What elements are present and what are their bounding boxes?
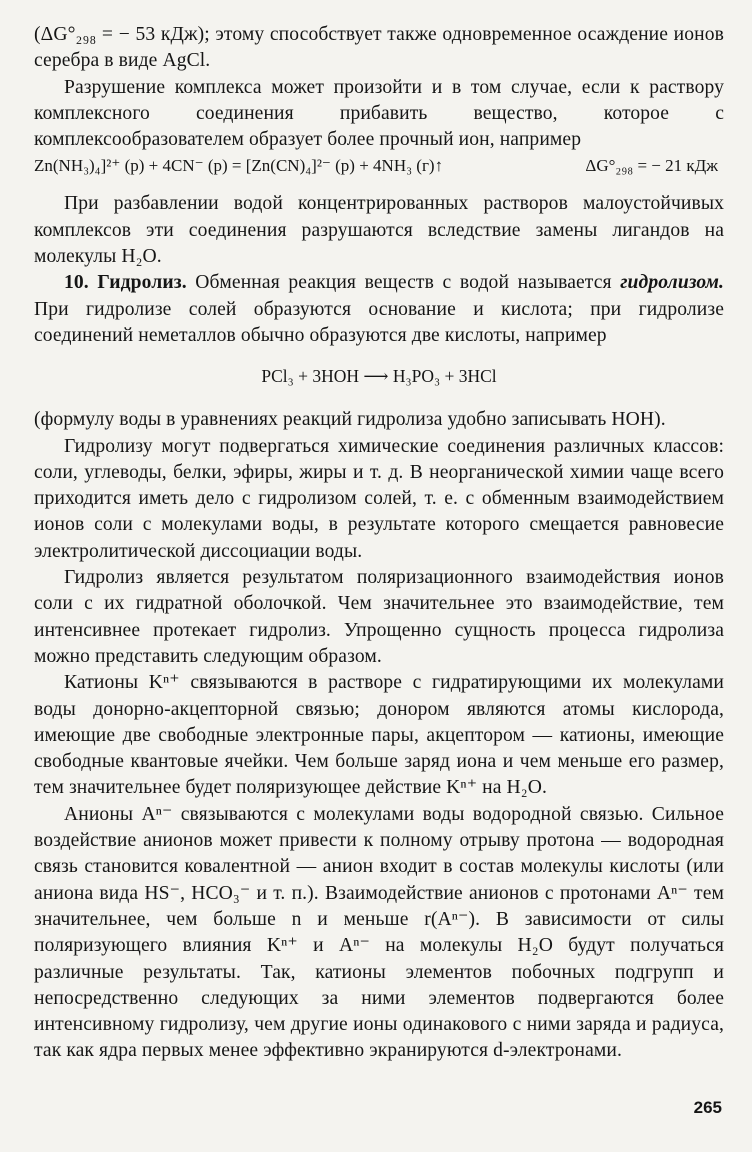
equation-zinc-gibbs: ΔG°₂₉₈ = − 21 кДж (585, 156, 718, 176)
term-hydrolysis: гидролизом. (620, 272, 724, 294)
paragraph-anions: Анионы Aⁿ⁻ связываются с молекулами воды водородной связью. Сильное воздействие анионов может привести к полному отрыву протона — водородная связь становится ковалентной — анион входит в состав молекулы кислоты (или аниона вида HS⁻, HCO₃⁻ и т. п.). Взаимодействие анионов с протонами Aⁿ⁻ тем значительнее, чем больше n и меньше r(Aⁿ⁻). В зависимости от силы поляризующего влияния Kⁿ⁺ и Aⁿ⁻ на молекулы H₂O будут получаться различные результаты. Так, катионы элементов побочных подгрупп и непосредственно следующих за ними элементов подвергаются более интенсивному гидролизу, чем другие ионы одинакового с ними заряда и радиуса, так как ядра первых менее эффективно экранируются d-электронами. (34, 803, 724, 1062)
equation-zinc-complex (34, 153, 724, 179)
paragraph-hydrolysis-classes: Гидролизу могут подвергаться химические соединения различных классов: соли, углеводы, белки, эфиры, жиры и т. д. В неорганической химии чаще всего приходится иметь дело с гидролизом солей, т. е. с обменным взаимодействием ионов соли с молекулами воды, в результате которого смещается равновесие электролитической диссоциации воды. (34, 435, 724, 562)
equation-zinc-left: Zn(NH₃)₄]²⁺ (р) + 4CN⁻ (р) = [Zn(CN)₄]²⁻ (р) + 4NH₃ (г)↑ (34, 156, 444, 176)
hydrolysis-def-text-a: Обменная реакция веществ с водой называется (186, 272, 621, 294)
paragraph-continuation: (ΔG°₂₉₈ = − 53 кДж); этому способствует также одновременное осаждение ионов серебра в виде AgCl. (34, 24, 724, 72)
paragraph-cations: Катионы Kⁿ⁺ связываются в растворе с гидратирующими их молекулами воды донорно-акцепторной связью; донором являются атомы кислорода, имеющие две свободные электронные пары, акцептором — катионы, имеющие свободные квантовые ячейки. Чем больше заряд иона и чем меньше его размер, тем значительнее будет поляризующее действие Kⁿ⁺ на H₂O. (34, 672, 724, 799)
paragraph-water-formula-note: (формулу воды в уравнениях реакций гидролиза удобно записывать HOH). (34, 409, 666, 431)
paragraph-complex-destruction: Разрушение комплекса может произойти и в том случае, если к раствору комплексного соединения прибавить вещество, которое с комплексообразователем образует более прочный ион, например (34, 76, 724, 151)
hydrolysis-def-text-b: При гидролизе солей образуются основание и кислота; при гидролизе соединений неметаллов обычно образуются две кислоты, например (34, 298, 724, 346)
section-heading-hydrolysis: 10. Гидролиз. (64, 272, 187, 294)
equation-pcl3-hydrolysis: PCl₃ + 3HOH ⟶ H₃PO₃ + 3HCl (261, 366, 497, 387)
paragraph-polarization: Гидролиз является результатом поляризационного взаимодействия ионов соли с их гидратной оболочкой. Чем значительнее это взаимодействие, тем интенсивнее протекает гидролиз. Упрощенно сущность процесса гидролиза можно представить следующим образом. (34, 567, 724, 667)
page-number: 265 (693, 1098, 722, 1117)
paragraph-hydrolysis-definition (34, 270, 724, 349)
paragraph-dilution: При разбавлении водой концентрированных растворов малоустойчивых комплексов эти соединения разрушаются вследствие замены лигандов на молекулы H₂O. (34, 193, 724, 268)
